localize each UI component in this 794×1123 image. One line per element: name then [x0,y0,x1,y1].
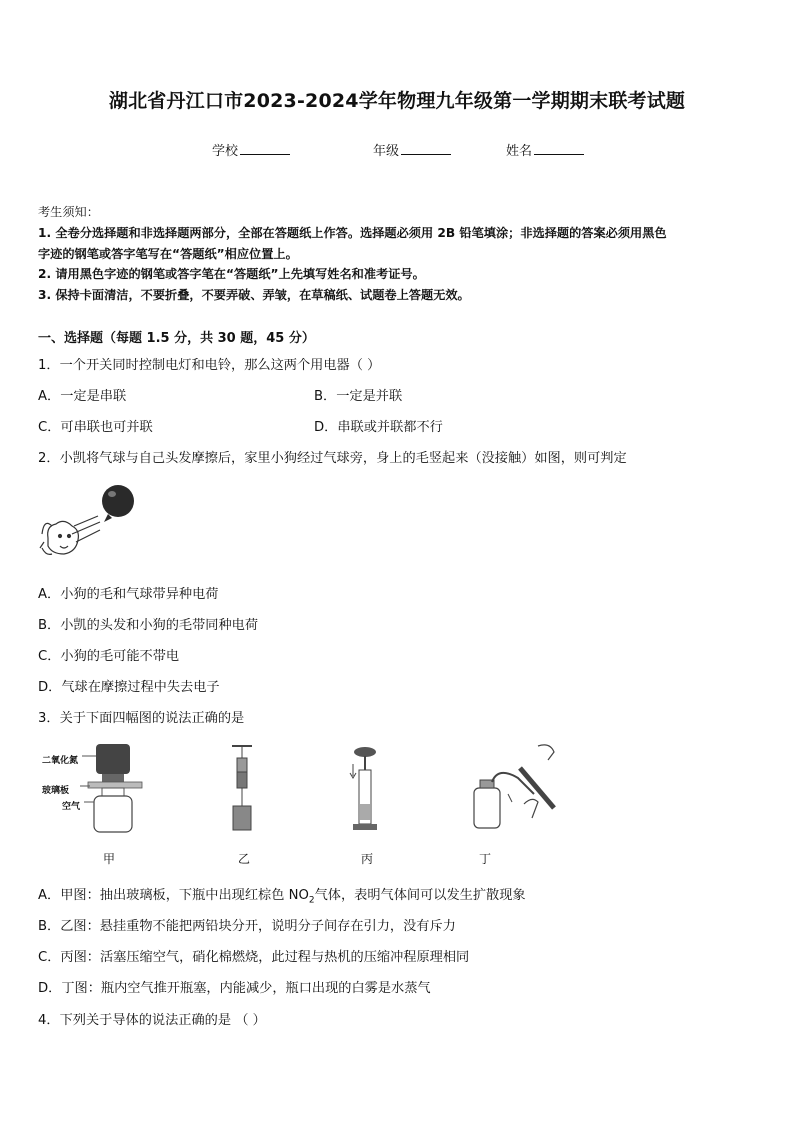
section-heading: 一、选择题（每题 1.5 分，共 30 题，45 分） [38,331,315,346]
school-label: 学校 [212,144,239,159]
q3-option-a-text-end: 气体，表明气体间可以发生扩散现象 [314,888,526,903]
balloon-icon [102,485,134,522]
grade-blank [401,142,451,155]
q3-stem: 3．关于下面四幅图的说法正确的是 [38,711,245,726]
notice-item1-line2: 字迹的钢笔或答字笔写在“答题纸”相应位置上。 [38,247,298,261]
name-blank [534,142,584,155]
q2-option-b: B．小凯的头发和小狗的毛带同种电荷 [38,618,259,633]
school-field [212,140,290,159]
caption-yi: 乙 [238,852,251,866]
dog-icon [40,516,100,554]
q2-stem: 2．小凯将气球与自己头发摩擦后，家里小狗经过气球旁，身上的毛竖起来（没接触）如图，则可判定 [38,451,627,466]
q1-stem: 1．一个开关同时控制电灯和电铃，那么这两个用电器（ ） [38,358,381,373]
exam-title: 湖北省丹江口市2023-2024学年物理九年级第一学期期末联考试题 [108,90,686,112]
caption-ding: 丁 [479,852,492,866]
q1-option-b: B．一定是并联 [314,389,403,404]
q3-option-a-text: A．甲图：抽出玻璃板，下瓶中出现红棕色 NO [38,888,309,903]
name-label: 姓名 [506,144,533,159]
notice-item2: 2. 请用黑色字迹的钢笔或答字笔在“答题纸”上先填写姓名和准考证号。 [38,267,425,281]
caption-bing: 丙 [361,852,374,866]
q2-option-c: C．小狗的毛可能不带电 [38,649,180,664]
q1-option-a: A．一定是串联 [38,389,127,404]
caption-jia: 甲 [103,852,116,866]
fig-label-no2: 二氧化氮 [42,756,79,766]
fig-label-glass: 玻璃板 [42,786,70,796]
q3-option-c: C．丙图：活塞压缩空气，硝化棉燃烧，此过程与热机的压缩冲程原理相同 [38,950,470,965]
q3-option-a-subscript: 2 [308,895,315,906]
notice-item3: 3. 保持卡面清洁，不要折叠，不要弄破、弄皱，在草稿纸、试题卷上答题无效。 [38,288,470,302]
name-field [506,140,584,159]
notice-heading: 考生须知： [38,205,99,219]
q1-option-d: D．串联或并联都不行 [314,420,443,435]
grade-label: 年级 [373,144,400,159]
grade-field [373,140,451,159]
diffusion-jars-figure [80,740,150,836]
dog-balloon-figure [38,478,142,566]
notice-item1-line1: 1. 全卷分选择题和非选择题两部分，全部在答题纸上作答。选择题必须用 2B 铅笔填涂；非选择题的答案必须用黑色 [38,226,667,240]
pump-bottle-figure [468,738,566,834]
q3-option-a [38,884,526,906]
air-piston-figure [345,744,385,836]
q2-option-a: A．小狗的毛和气球带异种电荷 [38,587,219,602]
lead-blocks-figure [222,744,262,834]
q4-stem: 4．下列关于导体的说法正确的是 （ ） [38,1013,266,1028]
q3-option-d: D．丁图：瓶内空气推开瓶塞，内能减少，瓶口出现的白雾是水蒸气 [38,981,431,996]
fig-label-air: 空气 [62,802,81,812]
q2-option-d: D．气球在摩擦过程中失去电子 [38,680,220,695]
school-blank [240,142,290,155]
q1-option-c: C．可串联也可并联 [38,420,153,435]
q3-option-b: B．乙图：悬挂重物不能把两铅块分开，说明分子间存在引力，没有斥力 [38,919,456,934]
